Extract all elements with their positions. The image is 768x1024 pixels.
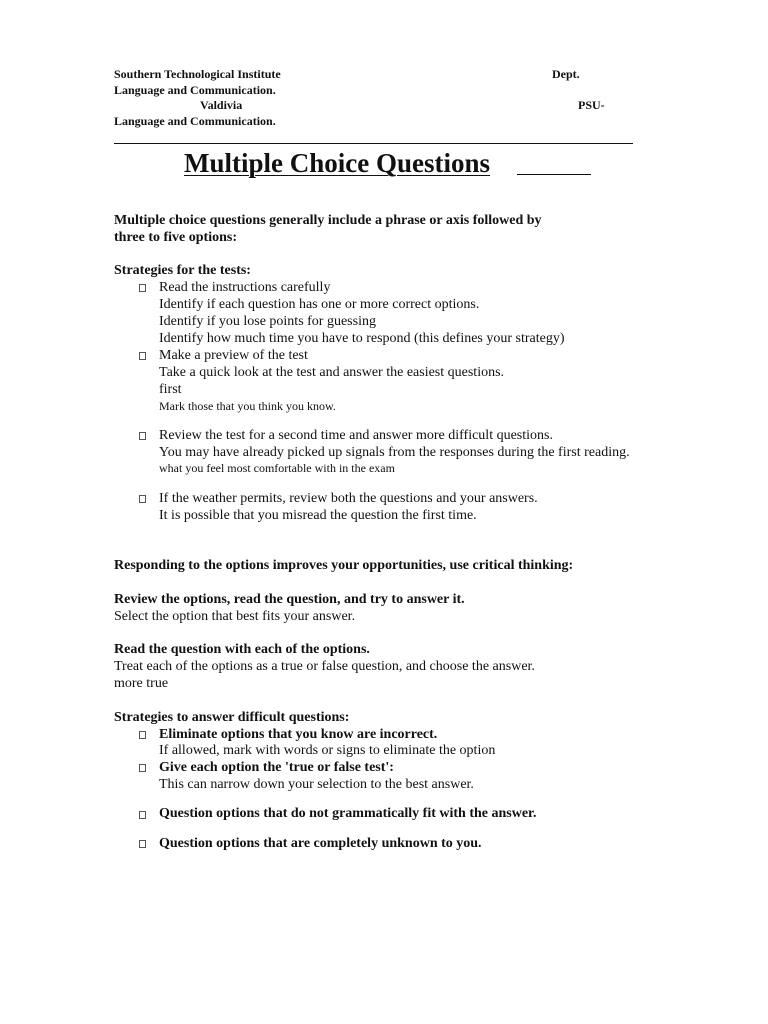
intro-line-1: Multiple choice questions generally include a phrase or axis followed by bbox=[114, 213, 542, 228]
checkbox-bullet-icon bbox=[139, 284, 146, 292]
strategy-subitem: Identify if each question has one or more correct options. bbox=[159, 297, 480, 312]
difficult-item-label: Give each option the 'true or false test': bbox=[159, 760, 394, 775]
strategies-tests-heading: Strategies for the tests: bbox=[114, 263, 251, 278]
checkbox-bullet-icon bbox=[139, 764, 146, 772]
language-dept-line-2: Language and Communication. bbox=[114, 114, 276, 128]
header-divider bbox=[114, 143, 633, 144]
difficult-item-label: Eliminate options that you know are incorrect. bbox=[159, 727, 438, 742]
difficult-heading: Strategies to answer difficult questions: bbox=[114, 710, 350, 725]
review-options-heading: Review the options, read the question, and try to answer it. bbox=[114, 592, 465, 607]
strategy-subitem: Take a quick look at the test and answer the easiest questions. bbox=[159, 365, 505, 380]
checkbox-bullet-icon bbox=[139, 811, 146, 819]
strategy-item-label: If the weather permits, review both the questions and your answers. bbox=[159, 491, 538, 506]
review-options-text: Select the option that best fits your answer. bbox=[114, 609, 356, 624]
strategy-subitem: Identify how much time you have to respond (this defines your strategy) bbox=[159, 331, 565, 346]
checkbox-bullet-icon bbox=[139, 352, 146, 360]
strategy-subitem: first bbox=[159, 382, 182, 397]
strategy-item-label: Review the test for a second time and answer more difficult questions. bbox=[159, 428, 553, 443]
dept-label: Dept. bbox=[552, 67, 580, 81]
strategy-subitem: It is possible that you misread the question the first time. bbox=[159, 508, 477, 523]
strategy-subitem: what you feel most comfortable with in the exam bbox=[159, 461, 395, 475]
checkbox-bullet-icon bbox=[139, 432, 146, 440]
difficult-item-label: Question options that do not grammatically fit with the answer. bbox=[159, 806, 537, 821]
difficult-item-subtext: This can narrow down your selection to the best answer. bbox=[159, 777, 474, 792]
read-question-heading: Read the question with each of the options. bbox=[114, 642, 370, 657]
checkbox-bullet-icon bbox=[139, 495, 146, 503]
strategy-subitem: Mark those that you think you know. bbox=[159, 399, 336, 413]
checkbox-bullet-icon bbox=[139, 731, 146, 739]
checkbox-bullet-icon bbox=[139, 840, 146, 848]
city-label: Valdivia bbox=[200, 98, 243, 112]
strategy-subitem: Identify if you lose points for guessing bbox=[159, 314, 376, 329]
title-underline-extension bbox=[517, 174, 591, 175]
intro-line-2: three to five options: bbox=[114, 230, 237, 245]
responding-heading: Responding to the options improves your opportunities, use critical thinking: bbox=[114, 558, 574, 573]
read-question-text: Treat each of the options as a true or false question, and choose the answer. bbox=[114, 659, 535, 674]
strategy-item-label: Make a preview of the test bbox=[159, 348, 308, 363]
page-title: Multiple Choice Questions bbox=[184, 148, 491, 178]
institute-name: Southern Technological Institute bbox=[114, 67, 281, 81]
language-dept-line-1: Language and Communication. bbox=[114, 83, 276, 97]
psu-label: PSU- bbox=[578, 98, 605, 112]
difficult-item-subtext: If allowed, mark with words or signs to eliminate the option bbox=[159, 743, 496, 758]
strategy-subitem: You may have already picked up signals from the responses during the first reading. bbox=[159, 445, 630, 460]
strategy-item-label: Read the instructions carefully bbox=[159, 280, 331, 295]
read-question-text-2: more true bbox=[114, 676, 169, 691]
difficult-item-label: Question options that are completely unknown to you. bbox=[159, 836, 482, 851]
